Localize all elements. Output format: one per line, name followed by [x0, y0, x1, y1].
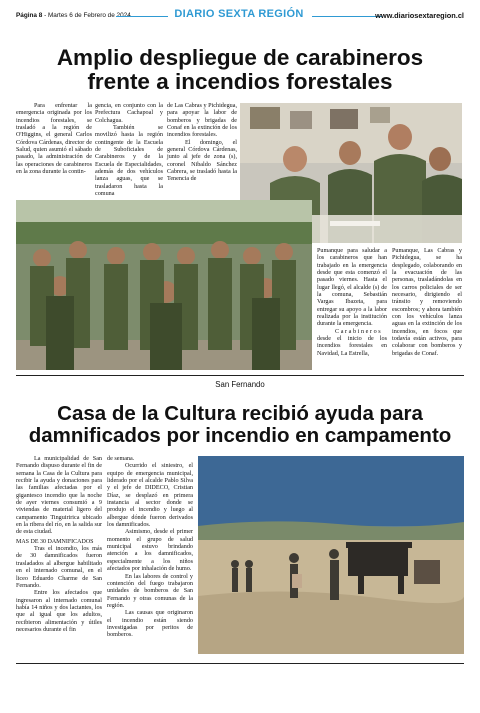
article1-column-4: Pumanque para saludar a los carabineros que han trabajado en la emergencia desde que esta comenzó el pasado viernes. Hasta el lugar llegó, el alcalde (s) de la comuna, Sebastián Vargas Ibazeta, para entregar su apoyo a la labor realizada por la institución durante la emergencia. Carabineros desde el inicio de los incendios forestales en Navidad, La Estrella, — [317, 248, 387, 357]
article1-column-2: gencia, en conjunto con la Prefectura Cachapoal y Colchagua. También se movilizó hasta la región contingente de la Escuela de Suboficiales de Carabineros y de la Escuela de Especialidades, además de dos vehículos lanza aguas, que se trasladaron hasta la comuna — [95, 103, 163, 198]
article2-column-2: de semana. Ocurrido el siniestro, el equipo de emergencia municipal, liderado por el alcalde Pablo Silva y el jefe de DIDECO, Cristian Díaz, se desplazó en primera instancia al sector donde se produjo el incendio y luego al albergue dónde fueron derivados los damnificados. Asimismo, desde el primer momento el grupo de salud municipal estuvo brindando atención a los damnificados, especialmente a los niños afectados por inhalación de humo. En las labores de control y contención del fuego trabajaron unidades de bomberos de San Fernando y otras comunas de la región. Las causas que originaron el incendio están siendo investigadas por peritos de bomberos. — [107, 456, 193, 639]
masthead — [16, 6, 464, 28]
article1-column-5: Pumanque, Las Cabras y Pichidegua, se ha desplegado, colaborando en la evacuación de las personas, trasladándolas en los carros policiales de ser necesario, dirigiendo el tránsito y removiendo escombros; y ahora también con los vehículos lanza aguas en la extinción de los incendios, en focos que todavía están activos, para colaborar con bomberos y brigadas de Conaf. — [392, 248, 462, 357]
newspaper-url[interactable]: www.diariosextaregion.cl — [375, 11, 464, 20]
bottom-divider — [16, 663, 464, 664]
photo-carabineros-group — [16, 200, 312, 370]
photo-burned-campsite — [198, 456, 464, 654]
article2-headline: Casa de la Cultura recibió ayuda para damnificados por incendio en campamento — [28, 402, 452, 448]
section-label: San Fernando — [215, 380, 265, 389]
article1-column-1: Para enfrentar la emergencia originada por los incendios forestales, se trasladó a la región de O'Higgins, el general Carlos Córdova Cárdenas, director de Salud, quien asumió el sábado pasado, la administración de las operaciones de carabineros en la zona durante la contin- — [16, 103, 92, 176]
section-divider — [16, 375, 464, 376]
article1-column-3: de Las Cabras y Pichidegua, para apoyar la labor de bomberos y brigadas de Conaf en la extinción de los incendios forestales. El domingo, el general Córdova Cárdenas, junto al jefe de zona (s), coronel Nibaldo Sánchez Cabrera, se trasladó hasta la Tenencia de — [167, 103, 237, 183]
masthead-rule-right — [312, 16, 382, 17]
article1-headline: Amplio despliegue de carabineros frente a incendios forestales — [56, 45, 424, 95]
masthead-rule-left — [116, 16, 168, 17]
subheading-damnificados: MAS DE 30 DAMNIFICADOS — [16, 538, 94, 545]
newspaper-brand: DIARIO SEXTA REGIÓN — [174, 8, 304, 20]
issue-date: - Martes 6 de Febrero de 2024 — [42, 12, 131, 19]
page-number: Página 8 - Martes 6 de Febrero de 2024 — [16, 12, 131, 19]
emphasis-carabineros: Carabineros — [335, 328, 383, 335]
article2-column-1: La municipalidad de San Fernando dispuso durante el fin de semana la Casa de la Cultura para recibir la ayuda y donaciones para las familias afectadas por el gigantesco incendio que la noche de ayer viernes consumió a 9 viviendas de material ligero del campamento Tinguiririca ubicado en la ribera del río, en la salida sur de esta ciudad. MAS DE 30 DAMNIFICADOS Tras el incendio, los más de 30 damnificados fueron trasladados al albergue habilitado en el internado comunal, en el liceo Eduardo Charme de San Fernando. Entre los afectados que ingresaron al internado comunal había 14 niños y dos lactantes, los que al igual que los adultos, recibieron alimentación y útiles necesarios durante el fin — [16, 456, 102, 633]
